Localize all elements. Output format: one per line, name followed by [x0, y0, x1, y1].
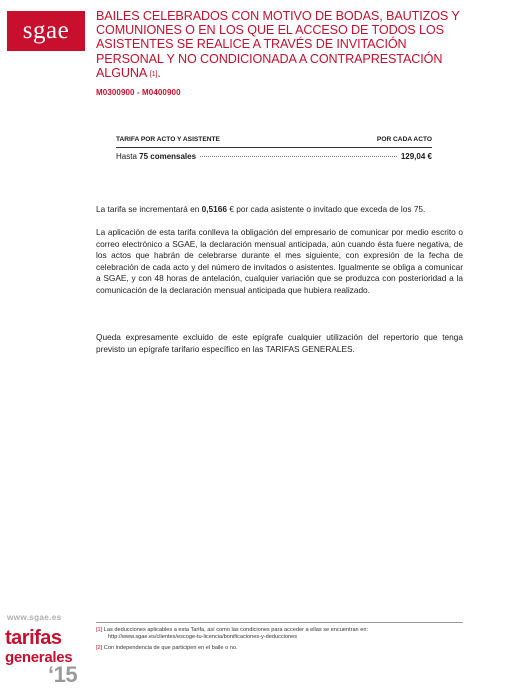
p1-text-a: La tarifa se incrementará en [96, 204, 202, 214]
footnote-1 [96, 627, 463, 641]
page-title [96, 9, 476, 80]
header-rate-per-guest: TARIFA POR ACTO Y ASISTENTE [116, 136, 220, 143]
table-row [116, 152, 432, 161]
footnote-1-text: Las deducciones aplicables a esta Tarifa, así como las condiciones para acceder a ellas se encuentran en: [102, 627, 368, 633]
table-header [116, 136, 432, 148]
website-link[interactable]: www.sgae.es [7, 613, 62, 622]
obligation-paragraph: La aplicación de esta tarifa conlleva la obligación del empresario de comunicar por medio escrito o correo electrónico a SGAE, la declaración mensual anticipada, aún cuando ésta fuere negativa, de los actos que habrán de celebrarse durante el mes siguiente, con expresión de la fecha de celebración de cada acto y del número de invitados o asistentes. Igualmente se obliga a comunicar a SGAE, y con 48 horas de antelación, cualquier variación que se produzca con posterioridad a la comunicación de la declaración mensual anticipada que hubiera realizado. [96, 227, 463, 295]
title-end: . [157, 65, 161, 80]
exclusion-paragraph: Queda expresamente excluido de este epígrafe cualquier utilización del repertorio que tenga previsto un epígrafe tarifario específico en las TARIFAS GENERALES. [96, 332, 463, 354]
title-footnote-ref[interactable]: [1] [149, 70, 158, 78]
tariff-table [116, 136, 432, 161]
footnote-2 [96, 645, 463, 652]
surcharge-value: 0,5166 [201, 204, 228, 214]
footnote-1-ref: [1] [96, 627, 103, 633]
footnote-1-url[interactable]: http://www.sgae.es/clientes/escoge-tu-licencia/bonificaciones-y-deducciones [108, 634, 298, 641]
title-text: BAILES CELEBRADOS CON MOTIVO DE BODAS, BAUTIZOS Y COMUNIONES O EN LOS QUE EL ACCESO DE TODOS LOS ASISTENTES SE REALICE A TRAVÉS DE INVITACIÓN PERSONAL Y NO CONDICIONADA A CONTRAPRESTACIÓN ALGUNA [96, 9, 460, 80]
row-prefix: Hasta [116, 152, 140, 161]
sgae-logo: sgae [7, 11, 85, 51]
dot-leader [200, 156, 397, 157]
surcharge-paragraph [96, 204, 463, 216]
footnote-2-text: Con independencia de que participen en el baile o no. [102, 645, 238, 652]
row-label [116, 152, 196, 161]
row-guests: 75 comensales [139, 152, 197, 161]
row-price: 129,04 € [400, 152, 432, 161]
p1-text-c: € por cada asistente o invitado que exceda de los 75. [227, 204, 426, 214]
tariff-codes: M0300900 - M0400900 [96, 88, 181, 97]
footnotes [96, 622, 463, 657]
footnote-2-ref: [2] [96, 645, 103, 652]
brand-generales: generales [5, 649, 73, 666]
brand-year: ‘15 [48, 662, 78, 687]
header-per-event: POR CADA ACTO [376, 136, 432, 143]
brand-tarifas: tarifas [5, 627, 62, 649]
